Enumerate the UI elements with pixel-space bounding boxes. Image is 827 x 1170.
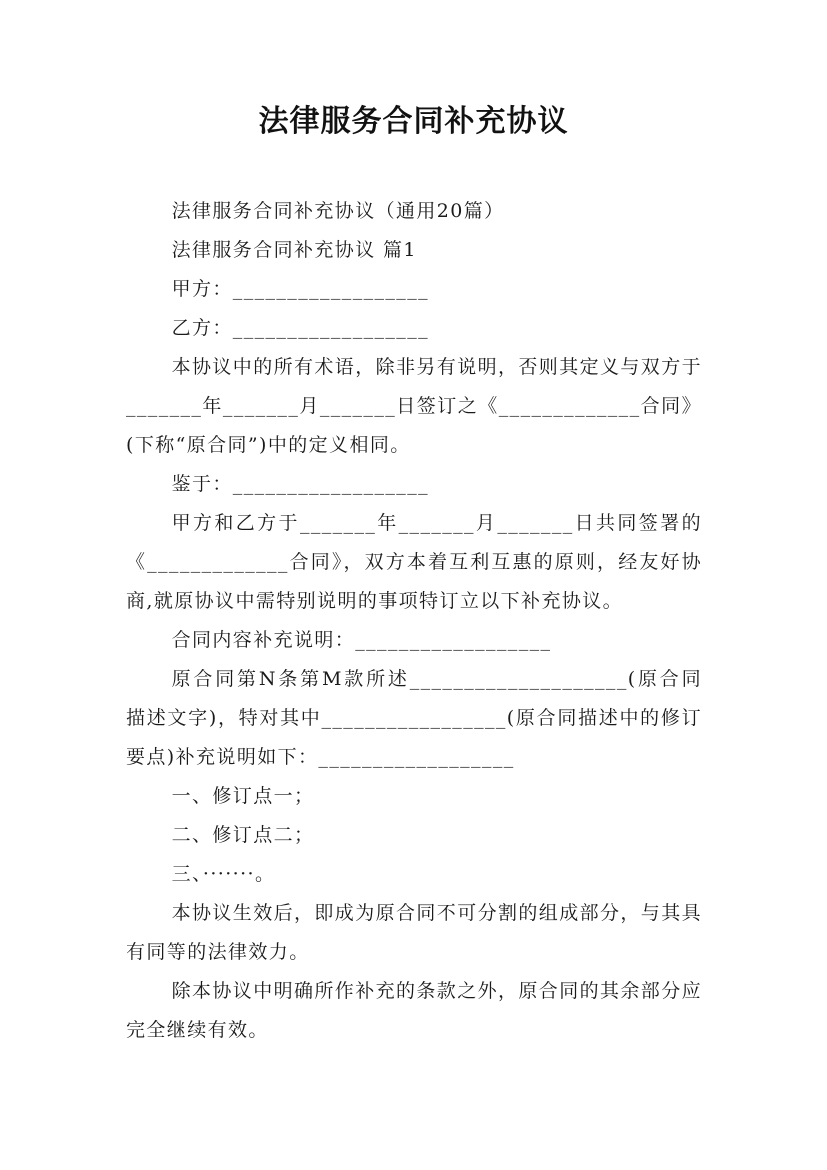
terms-definition-paragraph: 本协议中的所有术语，除非另有说明，否则其定义与双方于_______年_______月_______日签订之《_____________合同》(下称“原合同”)中的定义相同。 (126, 356, 702, 456)
document-title: 法律服务合同补充协议 (258, 104, 569, 139)
effectiveness-paragraph: 本协议生效后，即成为原合同不可分割的组成部分，与其具有同等的法律效力。 (126, 902, 702, 963)
subtitle: 法律服务合同补充协议（通用20篇） (171, 200, 505, 222)
party-a-line: 甲方：__________________ (171, 278, 429, 300)
revision-point-3: 三、·······。 (171, 863, 276, 885)
revision-point-1: 一、修订点一； (171, 785, 315, 807)
document-body (126, 192, 702, 1050)
agreement-basis-paragraph: 甲方和乙方于_______年_______月_______日共同签署的《_____________合同》，双方本着互利互惠的原则，经友好协商,就原协议中需特别说明的事项特订立以下补充协议。 (126, 512, 702, 612)
revision-clause-paragraph: 原合同第N条第M款所述____________________(原合同描述文字)，特对其中_________________(原合同描述中的修订要点)补充说明如下：__________________ (126, 668, 702, 768)
supplement-description-line: 合同内容补充说明：__________________ (171, 629, 552, 651)
remaining-validity-paragraph: 除本协议中明确所作补充的条款之外，原合同的其余部分应完全继续有效。 (126, 980, 702, 1041)
revision-point-2: 二、修订点二； (171, 824, 315, 846)
party-b-line: 乙方：__________________ (171, 317, 429, 339)
whereas-line: 鉴于：__________________ (171, 473, 429, 495)
section-heading: 法律服务合同补充协议 篇1 (171, 239, 417, 261)
